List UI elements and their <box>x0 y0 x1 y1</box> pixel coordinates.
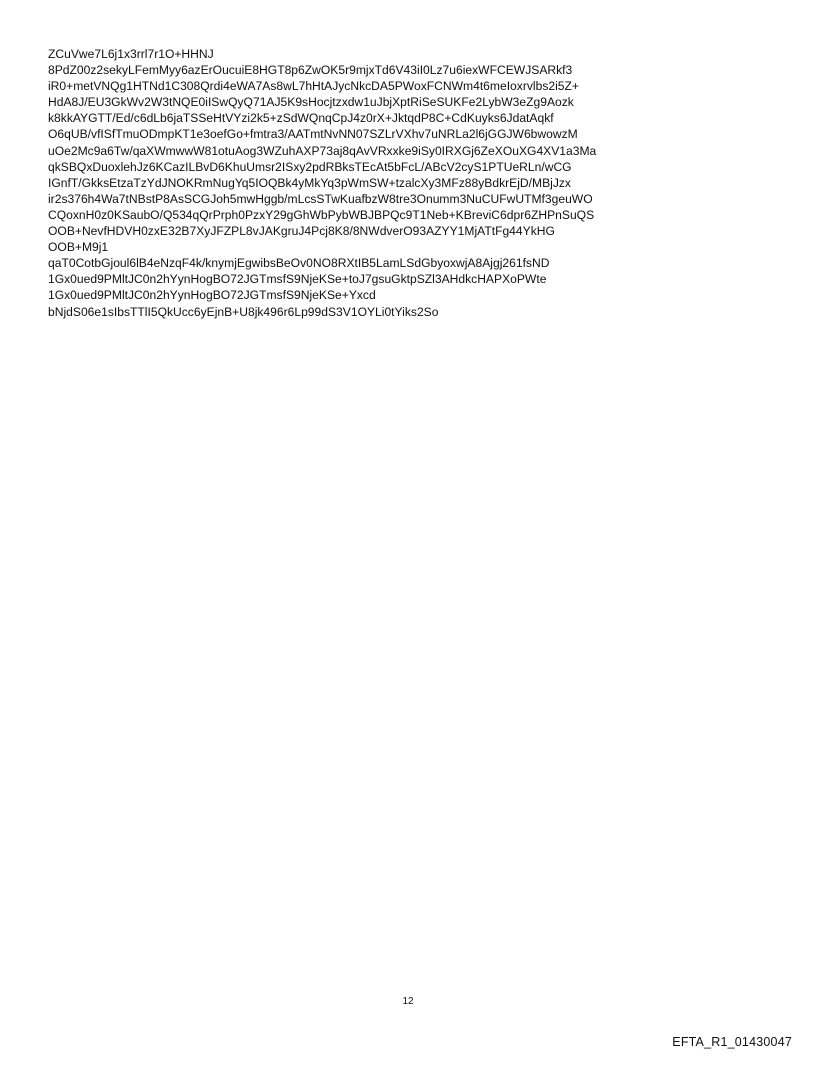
text-line-11: CQoxnH0z0KSaubO/Q534qQrPrph0PzxY29gGhWbPybWBJBPQc9T1Neb+KBreviC6dpr6ZHPnSuQS <box>48 207 595 222</box>
text-line-3: iR0+metVNQg1HTNd1C308Qrdi4eWA7As8wL7hHtAJycNkcDA5PWoxFCNWm4t6meIoxrvlbs2i5Z+ <box>48 79 579 94</box>
text-line-5: k8kkAYGTT/Ed/c6dLb6jaTSSeHtVYzi2k5+zSdWQnqCpJ4z0rX+JktqdP8C+CdKuyks6JdatAqkf <box>48 111 554 126</box>
text-line-4: HdA8J/EU3GkWv2W3tNQE0iISwQyQ71AJ5K9sHocjtzxdw1uJbjXptRiSeSUKFe2LybW3eZg9Aozk <box>48 95 574 110</box>
text-line-9: IGnfT/GkksEtzaTzYdJNOKRmNugYq5IOQBk4yMkYq3pWmSW+tzalcXy3MFz88yBdkrEjD/MBjJzx <box>48 175 571 190</box>
text-line-16: 1Gx0ued9PMltJC0n2hYynHogBO72JGTmsfS9NjeKSe+Yxcd <box>48 288 376 303</box>
text-line-17: bNjdS06e1sIbsTTlI5QkUcc6yEjnB+U8jk496r6Lp99dS3V1OYLi0tYiks2So <box>48 304 439 319</box>
text-line-2: 8PdZ00z2sekyLFemMyy6azErOucuiE8HGT8p6ZwOK5r9mjxTd6V43iI0Lz7u6iexWFCEWJSARkf3 <box>48 63 573 78</box>
text-line-7: uOe2Mc9a6Tw/qaXWmwwW81otuAog3WZuhAXP73aj8qAvVRxxke9iSy0IRXGj6ZeXOuXG4XV1a3Ma <box>48 143 597 158</box>
document-body <box>48 46 778 320</box>
text-line-15: 1Gx0ued9PMltJC0n2hYynHogBO72JGTmsfS9NjeKSe+toJ7gsuGktpSZl3AHdkcHAPXoPWte <box>48 272 547 287</box>
page-number: 12 <box>402 996 414 1007</box>
text-line-1: ZCuVwe7L6j1x3rrl7r1O+HHNJ <box>48 47 214 61</box>
text-line-6: O6qUB/vfISfTmuODmpKT1e3oefGo+fmtra3/AATmtNvNN07SZLrVXhv7uNRLa2l6jGGJW6bwowzM <box>48 127 578 142</box>
text-line-12: OOB+NevfHDVH0zxE32B7XyJFZPL8vJAKgruJ4Pcj8K8/8NWdverO93AZYY1MjATtFg44YkHG <box>48 224 555 239</box>
text-line-10: ir2s376h4Wa7tNBstP8AsSCGJoh5mwHggb/mLcsSTwKuafbzW8tre3Onumm3NuCUFwUTMf3geuWO <box>48 191 593 206</box>
text-line-13: OOB+M9j1 <box>48 240 109 255</box>
document-id: EFTA_R1_01430047 <box>672 1035 792 1049</box>
text-line-8: qkSBQxDuoxlehJz6KCazILBvD6KhuUmsr2ISxy2pdRBksTEcAt5bFcL/ABcV2cyS1PTUeRLn/wCG <box>48 159 572 174</box>
text-line-14: qaT0CotbGjoul6lB4eNzqF4k/knymjEgwibsBeOv0NO8RXtIB5LamLSdGbyoxwjA8Ajgj261fsND <box>48 256 550 271</box>
